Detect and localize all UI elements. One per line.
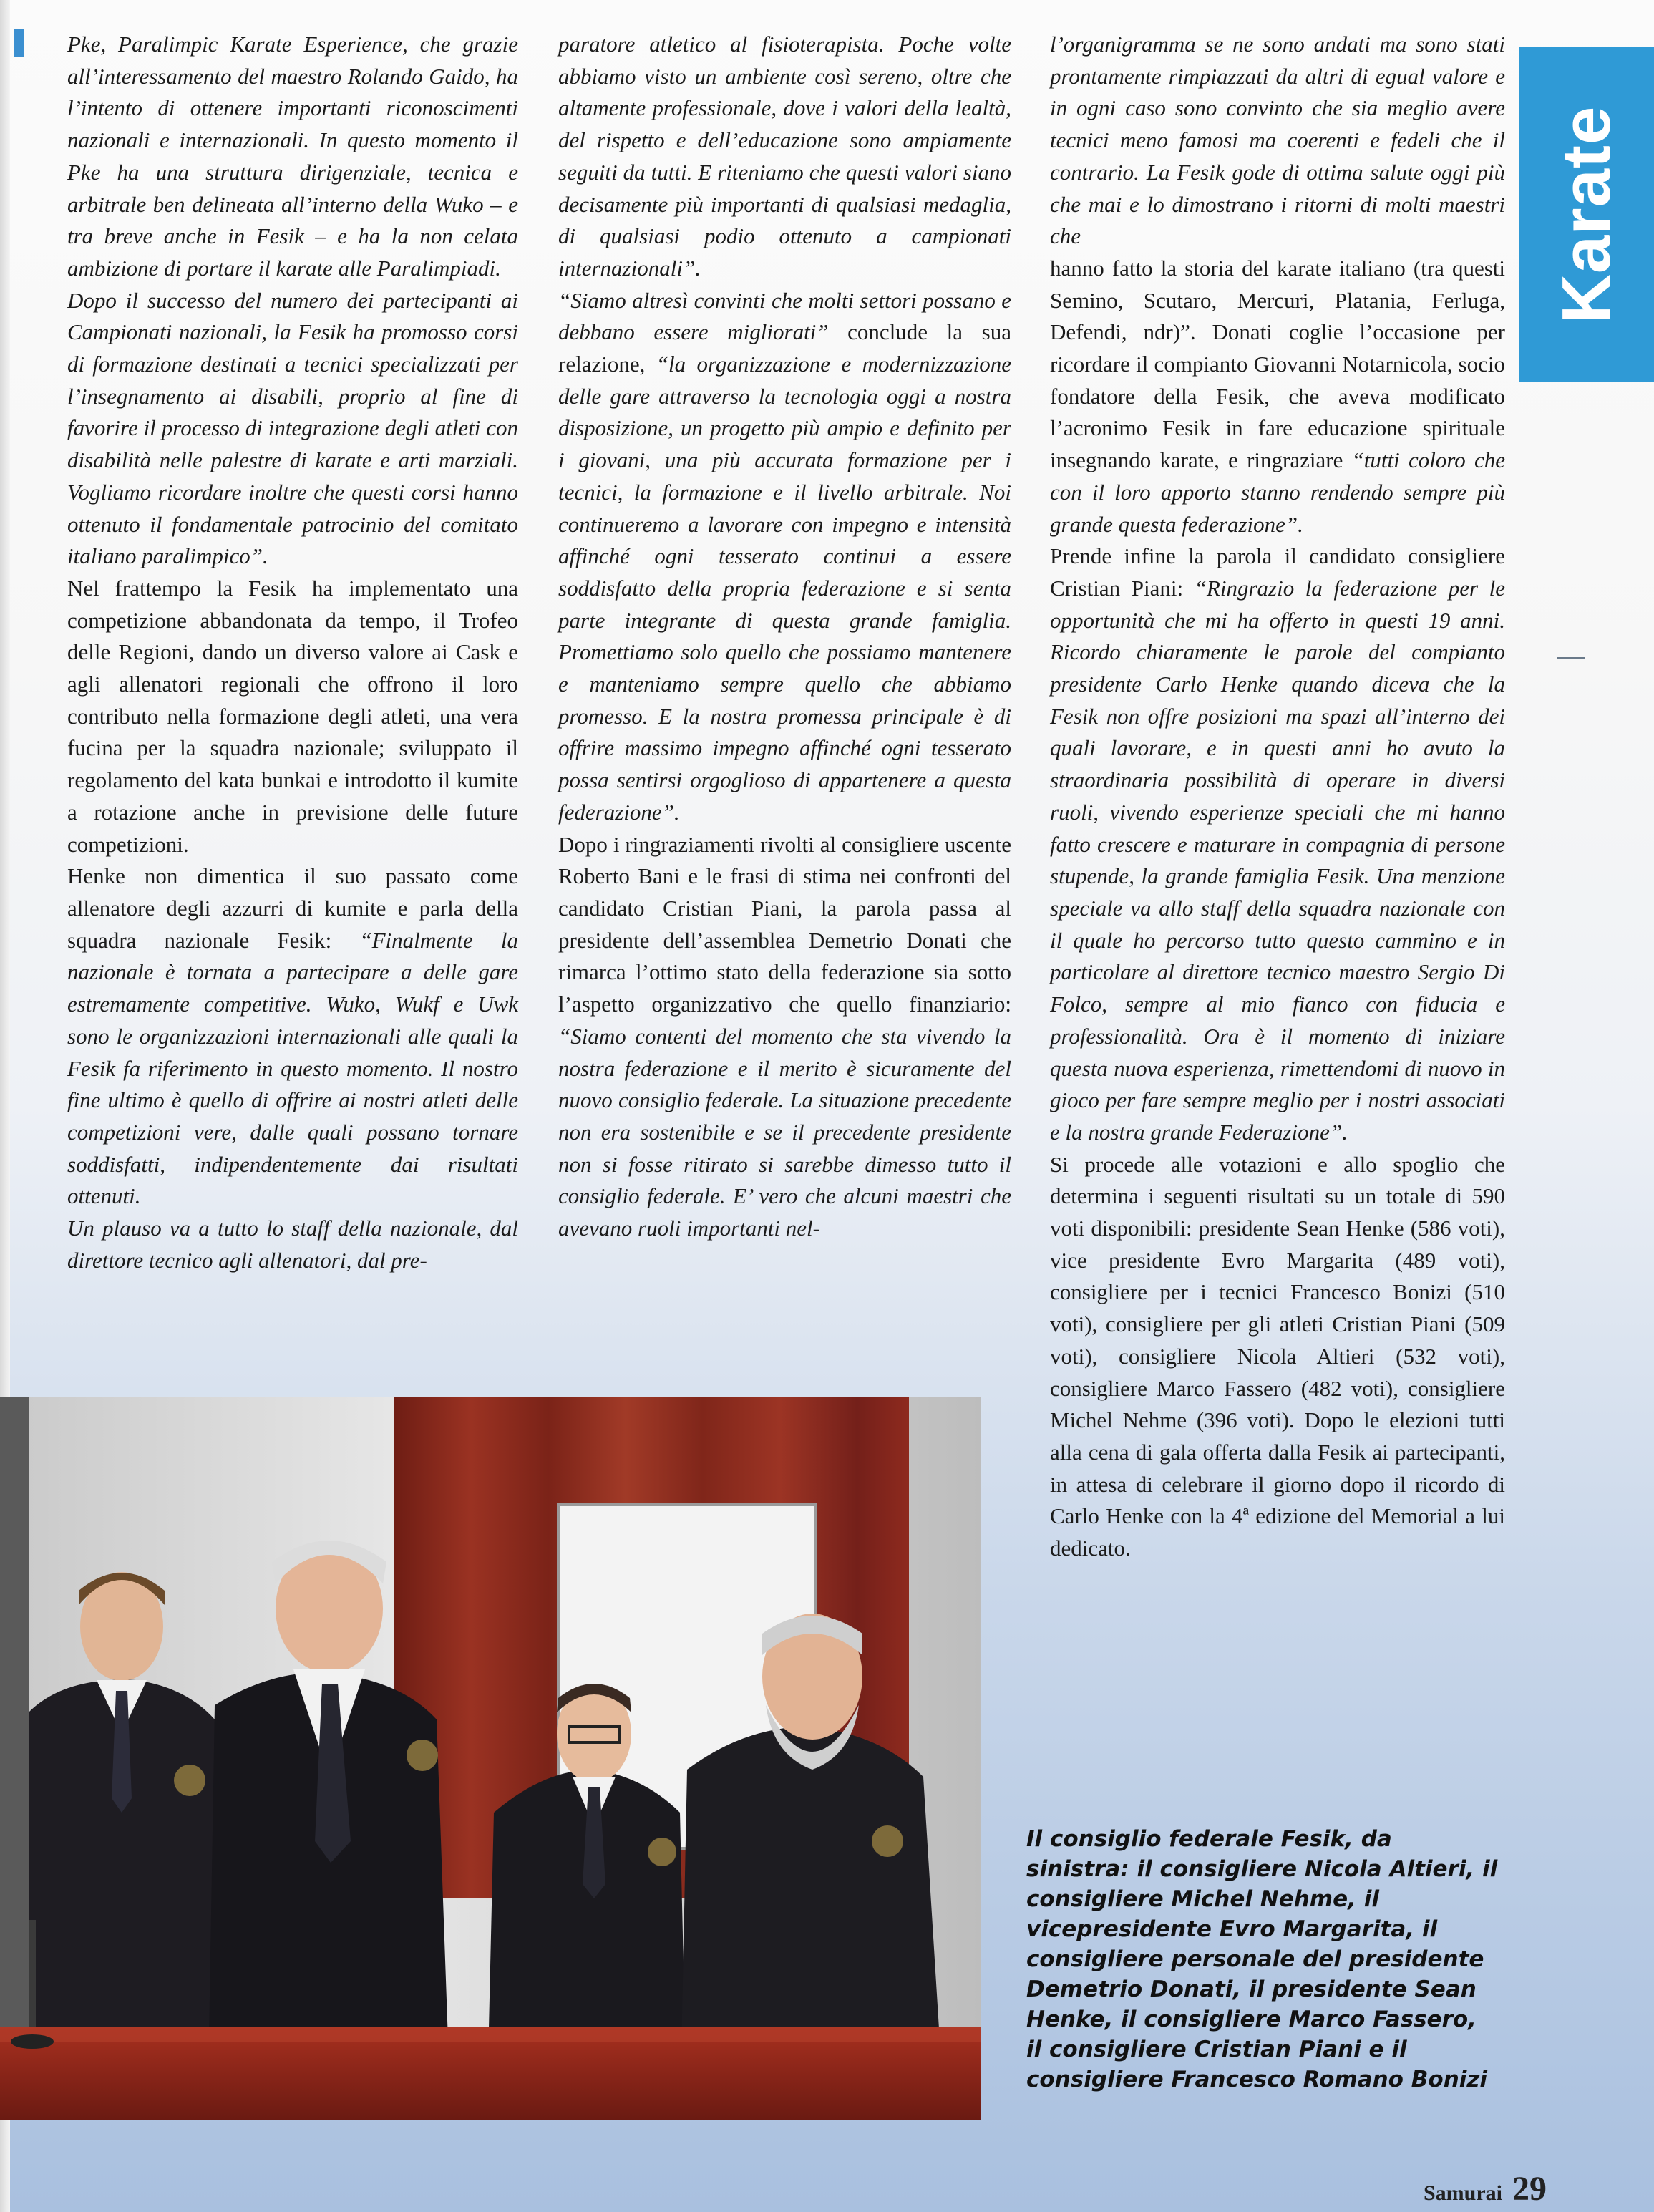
paragraph: Si procede alle votazioni e allo spoglio che determina i seguenti risultati su un totale di 590 voti disponibili: presidente Sean Henke (586 voti), vice presidente Evro Margarita (489 voti), consigliere per i tecnici Francesco Bonizi (510 voti), consigliere per gli atleti Cristian Piani (509 voti), consigliere Nicola Altieri (532 voti), consigliere Marco Fassero (482 voti), consigliere Michel Nehme (396 voti). Dopo le elezioni tutti alla cena di gala offerta dalla Fesik ai partecipanti, in attesa di celebrare il giorno dopo il ricordo di Carlo Henke con la 4ª edizione del Memorial a lui dedicato. xyxy=(1050,1151,1505,1561)
text-run: conclude la sua relazione, xyxy=(558,319,1011,377)
quote-run: “la organizzazione e modernizzazione delle gare attraverso la tecnologia oggi a nostra disposizione, un progetto più ampio e definito per i giovani, una più accurata formazione per i tecnici, la formazione e il livello arbitrale. Noi continueremo a lavorare con impegno e intensità affinché ogni tesserato continui a essere soddisfatto della propria federazione e si senta parte integrante di questa grande famiglia. Promettiamo solo quello che possiamo mantenere e manteniamo sempre quello che abbiamo promesso. E la nostra promessa principale è di offrire massimo impegno affinché ogni tesserato possa sentirsi orgoglioso di appartenere a questa federazione”. xyxy=(558,351,1011,825)
paragraph xyxy=(1050,540,1505,1148)
paragraph: l’organigramma se ne sono andati ma sono stati prontamente rimpiazzati da altri di egual valore e in ogni caso sono convinto che sia meglio avere tecnici meno famosi ma coerenti e fedeli che il contrario. La Fesik gode di ottima salute oggi più che mai e lo dimostrano i ritorni di molti maestri che xyxy=(1050,31,1505,249)
margin-mark xyxy=(1557,657,1585,659)
paragraph xyxy=(67,860,518,1213)
group-photo-illustration xyxy=(0,1397,981,2120)
text-run: Dopo i ringraziamenti rivolti al consigliere uscente Roberto Bani e le frasi di stima nei confronti del candidato Cristian Piani, la parola passa al presidente dell’assemblea Demetrio Donati che rimarca l’ottimo stato della federazione sia sotto l’aspetto organizzativo che quello finanziario: xyxy=(558,831,1011,1017)
paragraph: paratore atletico al fisioterapista. Poche volte abbiamo visto un ambiente così sereno, oltre che altamente professionale, dove i valori della lealtà, del rispetto e dell’educazione sono ampiamente seguiti da tutti. E riteniamo che questi valori siano decisamente più importanti di qualsiasi medaglia, di qualsiasi podio ottenuto a campionati internazionali”. xyxy=(558,31,1011,281)
quote-run: “Siamo contenti del momento che sta vivendo la nostra federazione e il merito è sicuramente del nuovo consiglio federale. La situazione precedente non era sostenibile e se il precedente presidente non si fosse ritirato si sarebbe dimesso tutto il consiglio federale. E’ vero che alcuni maestri che avevano ruoli importanti nel- xyxy=(558,1023,1011,1241)
paragraph: Pke, Paralimpic Karate Esperience, che grazie all’interessamento del maestro Rolando Gaido, ha l’intento di ottenere importanti riconoscimenti nazionali e internazionali. In questo momento il Pke ha una struttura dirigenziale, tecnica e arbitrale ben delineata all’interno della Wuko – e tra breve anche in Fesik – e ha la non celata ambizione di portare il karate alle Paralimpiadi. xyxy=(67,31,518,281)
magazine-name: Samurai xyxy=(1423,2181,1502,2205)
text-run: hanno fatto la storia del karate italiano (tra questi Semino, Scutaro, Mercuri, Platania, Ferluga, Defendi, ndr)”. Donati coglie l’occasione per ricordare il compianto Giovanni Notarnicola, socio fondatore della Fesik, che aveva modificato l’acronimo Fesik in fare educazione spirituale insegnando karate, e ringraziare xyxy=(1050,255,1505,473)
paragraph xyxy=(1050,253,1505,540)
text-column-2 xyxy=(558,29,1011,1245)
text-run: Prende infine la parola il candidato consigliere Cristian Piani: xyxy=(1050,543,1505,601)
paragraph: Un plauso va a tutto lo staff della nazionale, dal direttore tecnico agli allenatori, dal pre- xyxy=(67,1216,518,1273)
photo-caption: Il consiglio federale Fesik, da sinistra: il consigliere Nicola Altieri, il consigliere Michel Nehme, il vicepresidente Evro Margarita, il consigliere personale del presidente Demetrio Donati, il presidente Sean Henke, il consigliere Marco Fassero, il consigliere Cristian Piani e il consigliere Francesco Romano Bonizi xyxy=(1026,1826,1498,2092)
paragraph: Nel frattempo la Fesik ha implementato una competizione abbandonata da tempo, il Trofeo delle Regioni, dando un diverso valore ai Cask e agli allenatori regionali che offrono il loro contributo nella formazione degli atleti, una vera fucina per la squadra nazionale; sviluppato il regolamento del kata bunkai e introdotto il kumite a rotazione anche in previsione delle future competizioni. xyxy=(67,575,518,857)
page-footer xyxy=(1424,2169,1547,2208)
text-column-3 xyxy=(1050,29,1505,1565)
section-tab xyxy=(1519,47,1654,382)
quote-run: “tutti coloro che con il loro apporto stanno rendendo sempre più grande questa federazione”. xyxy=(1050,447,1505,537)
section-tab-label: Karate xyxy=(1547,105,1625,324)
paragraph xyxy=(558,829,1011,1245)
page-number: 29 xyxy=(1512,2170,1547,2208)
text-column-1 xyxy=(67,29,518,1276)
group-photo xyxy=(0,1397,981,2120)
text-run: Henke non dimentica il suo passato come allenatore degli azzurri di kumite e parla della squadra nazionale Fesik: xyxy=(67,863,518,953)
color-mark xyxy=(14,29,24,57)
quote-run: “Ringrazio la federazione per le opportunità che mi ha offerto in questi 19 anni. Ricordo chiaramente le parole del compianto presidente Carlo Henke quando diceva che la Fesik non offre posizioni ma spazi all’interno dei quali lavorare, e in questi anni ho avuto la straordinaria possibilità di operare in diversi ruoli, vivendo esperienze speciali che mi hanno fatto crescere e maturare in compagnia di persone stupende, la grande famiglia Fesik. Una menzione speciale va allo staff della squadra nazionale con il quale ho percorso tutto questo cammino e in particolare al direttore tecnico maestro Sergio Di Folco, sempre al mio fianco con fiducia e professionalità. Ora è il momento di iniziare questa nuova esperienza, rimettendomi di nuovo in gioco per fare sempre meglio per i nostri associati e la nostra grande Federazione”. xyxy=(1050,575,1505,1145)
quote-run: “Finalmente la nazionale è tornata a partecipare a delle gare estremamente competitive. Wuko, Wukf e Uwk sono le organizzazioni internazionali alle quali la Fesik fa riferimento in questo momento. Il nostro fine ultimo è quello di offrire ai nostri atleti delle competizioni vere, dalle quali possano tornare soddisfatti, indipendentemente dai risultati ottenuti. xyxy=(67,927,518,1209)
paragraph xyxy=(558,285,1011,829)
paragraph: Dopo il successo del numero dei partecipanti ai Campionati nazionali, la Fesik ha promosso corsi di formazione destinati a tecnici specializzati per l’insegnamento ai disabili, proprio al fine di favorire il processo di integrazione degli atleti con disabilità nelle palestre di karate e arti marziali. Vogliamo ricordare inoltre che questi corsi hanno ottenuto il fondamentale patrocinio del comitato italiano paralimpico”. xyxy=(67,287,518,569)
quote-run: “Siamo altresì convinti che molti settori possano e debbano essere migliorati” xyxy=(558,287,1011,345)
